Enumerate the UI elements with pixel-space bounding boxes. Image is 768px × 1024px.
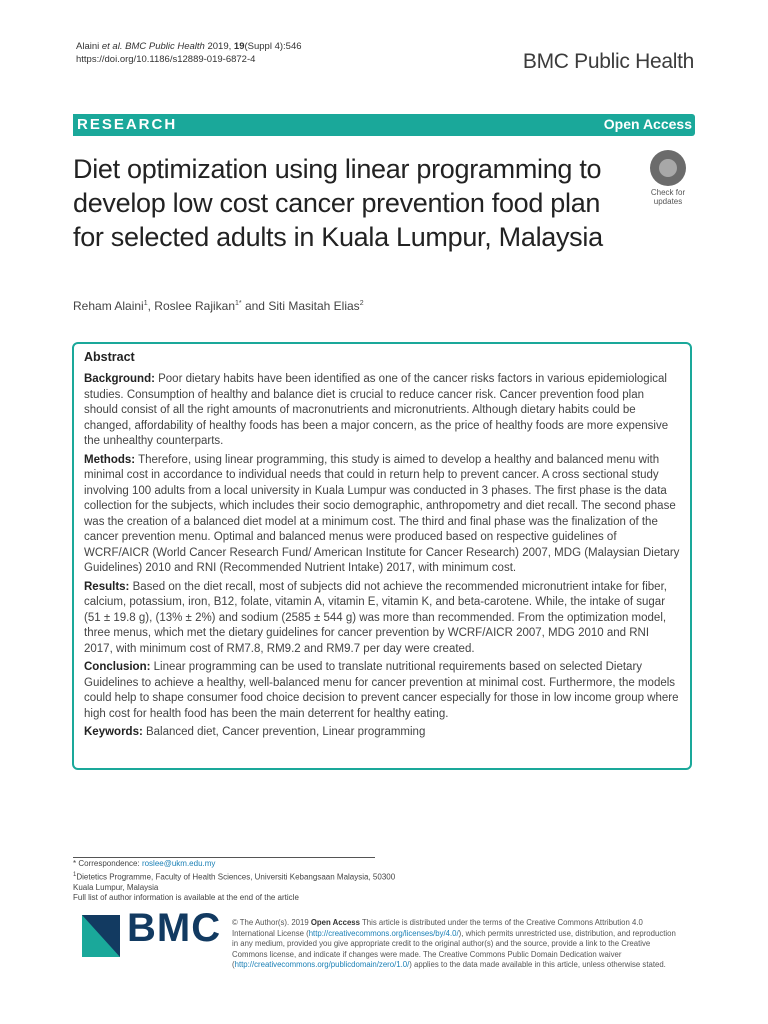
journal-name: BMC Public Health: [522, 50, 694, 73]
bmc-logo-text: BMC: [127, 906, 222, 950]
background-label: Background:: [84, 373, 155, 385]
check-updates-line1: Check for: [650, 188, 686, 197]
correspondence-label: * Correspondence:: [73, 859, 142, 868]
results-text: Based on the diet recall, most of subjects did not achieve the recommended micronutrient intake for fiber, calcium, potassium, iron, B12, folate, vitamin A, vitamin E, vitamin K, and beta-carotene. While, the intake of sugar (51 ± 19.8 g), (13% ± 2%) and sodium (2585 ± 544 g) was more than recommended. From the optimization model, three menus, which met the dietary guidelines for cancer prevention by WCRF/AICR 2007, MDG 2010 and RNI 2017, with minimum cost of RM7.8, RM9.2 and RM9.7 per day were created.: [84, 580, 667, 655]
article-title: Diet optimization using linear programming to develop low cost cancer prevention food plan for selected adults in Kuala Lumpur, Malaysia: [73, 154, 603, 252]
author-affiliation-mark: 2: [359, 300, 364, 307]
section-banner: [73, 114, 695, 136]
doi-link[interactable]: https://doi.org/10.1186/s12889-019-6872-4: [76, 54, 256, 65]
keywords-label: Keywords:: [84, 726, 143, 738]
citation-author: Alaini: [76, 41, 102, 52]
background-text: Poor dietary habits have been identified as one of the cancer risks factors in various epidemiological studies. Consumption of healthy and balance diet is crucial to reduce cancer risk. Cancer prevention food plan should consist of all the right amounts of macronutrients and micronutrients. Although dietary habits could be changed, affordability of healthy foods has been a major concern, as the price of healthy foods are more expensive the unhealthy counterparts.: [84, 373, 669, 447]
license-text-part: ) applies to the data made available in this article, unless otherwise stated.: [409, 960, 666, 970]
copyright-text: © The Author(s). 2019: [232, 918, 311, 927]
crossmark-icon: [650, 150, 686, 186]
license-text-part: This article is distributed under the terms of the Creative Commons Attribution 4.0 International License (: [232, 918, 643, 938]
cc-zero-waiver-link[interactable]: http://creativecommons.org/publicdomain/zero/1.0/: [234, 960, 410, 970]
check-updates-text: [643, 188, 693, 206]
methods-label: Methods:: [84, 453, 136, 466]
author-name: and Siti Masitah Elias: [241, 299, 360, 313]
citation-line: [76, 40, 302, 53]
author-name: Reham Alaini: [73, 299, 144, 313]
citation-block: [76, 40, 302, 66]
license-text-part: ), which permits unrestricted use, distribution, and reproduction in any medium, provided you give appropriate credit to the original author(s) and the source, provide a link to the Creative Commons license, and indicate if changes were made. The Creative Commons Public Domain Dedication waiver (: [232, 928, 676, 970]
citation-journal: et al. BMC Public Health: [101, 41, 205, 52]
abstract-keywords: [84, 725, 680, 741]
citation-volume: 19: [233, 41, 245, 52]
author-name: , Roslee Rajikan: [147, 299, 235, 313]
check-for-updates-button[interactable]: [643, 150, 693, 206]
abstract-results: [84, 580, 680, 658]
conclusion-label: Conclusion:: [84, 661, 151, 673]
citation-year: 2019,: [204, 41, 234, 52]
abstract-box: [72, 342, 692, 770]
correspondence-email-link[interactable]: roslee@ukm.edu.my: [141, 859, 216, 868]
abstract-heading: Abstract: [84, 350, 135, 364]
keywords-text: Balanced diet, Cancer prevention, Linear programming: [142, 726, 426, 738]
author-affiliation-mark: 1: [143, 300, 148, 307]
results-label: Results:: [84, 580, 130, 593]
affiliation-text: Dietetics Programme, Faculty of Health Sciences, Universiti Kebangsaan Malaysia, 50300 Kuala Lumpur, Malaysia: [73, 872, 396, 892]
license-text: [232, 918, 677, 971]
conclusion-text: Linear programming can be used to translate nutritional requirements based on selected Dietary Guidelines to achieve a healthy, well-balanced menu for cancer prevention at minimal cost. Furthermore, the models could help to shape consumer food choice decision to prevent cancer especially for those in low income group where high cost for health food has been the main deterrent for healthy eating.: [84, 661, 679, 720]
abstract-methods: [84, 453, 680, 577]
methods-text: Therefore, using linear programming, this study is aimed to develop a healthy and balanced menu with minimal cost in accordance to individual needs that could in return help to prevent cancer. A cross sectional study involving 100 adults from a local university in Kuala Lumpur was conducted in 3 phases. The first phase is the data collection for the subjects, which includes their socio demographic, anthropometry and diet recall. The second phase was the creation of a balanced diet model at a minimum cost. The third and final phase was the finalization of the cancer prevention menu. Optimal and balanced menus were produced based on respective guidelines of WCRF/AICR (World Cancer Research Fund/ American Institute for Cancer Research) 2007, MDG (Malaysian Dietary Guidelines) 2010 and RNI (Recommended Nutrient Intake) 2017, with minimum cost.: [84, 453, 680, 574]
check-updates-line2: updates: [653, 197, 683, 206]
citation-pages: (Suppl 4):546: [244, 41, 302, 52]
section-label: RESEARCH: [77, 116, 178, 133]
author-list: [73, 299, 364, 313]
abstract-conclusion: [84, 660, 680, 722]
author-affiliation-mark: 1*: [235, 300, 242, 307]
abstract-background: [84, 372, 680, 450]
footnote-divider: [73, 857, 375, 858]
license-open-access-label: Open Access: [310, 918, 360, 927]
open-access-label: Open Access: [603, 116, 692, 132]
full-author-info-note: Full list of author information is available at the end of the article: [73, 893, 299, 903]
affiliation-mark: 1: [73, 871, 77, 878]
footnote-block: [73, 859, 403, 904]
cc-by-license-link[interactable]: http://creativecommons.org/licenses/by/4.0/: [308, 928, 459, 938]
